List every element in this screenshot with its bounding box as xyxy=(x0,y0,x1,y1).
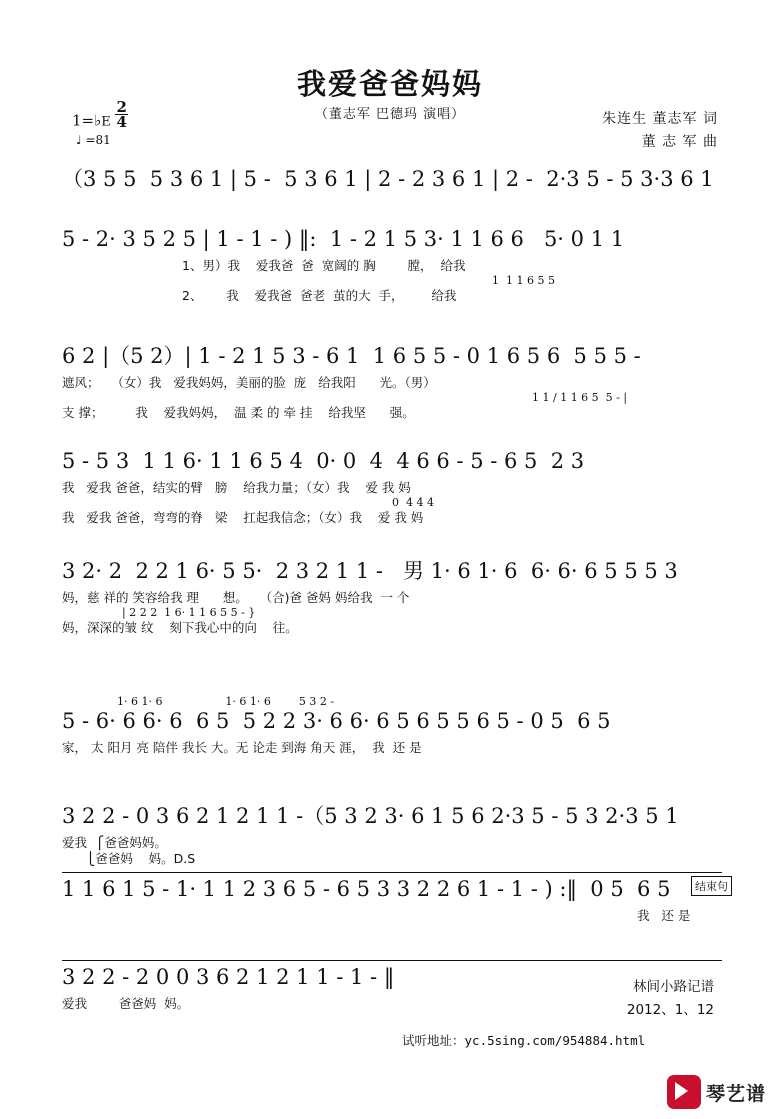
lyrics-line-7-verse2: ⎩爸爸妈 妈。D.S xyxy=(62,851,196,867)
key-label: 1= xyxy=(72,111,95,130)
key-accidental: ♭ xyxy=(94,111,102,130)
notes-line-7: 3 2 2 - 0 3 6 2 1 2 1 1 -（5 3 2 3· 6 1 5 6 2·3 5 - 5 3 2·3 5 1 xyxy=(62,804,679,828)
lyrics-line-2-verse1: 1、男）我 爱我爸 爸 宽阔的 胸 膛， 给我 xyxy=(182,258,466,274)
notes-line-6-octave-marks: 1· 6 1· 6 1· 6 1· 6 5 3 2 - xyxy=(117,695,335,708)
transcription-date: 2012、1、12 xyxy=(626,1002,714,1018)
listen-url-label: 试听地址： xyxy=(402,1033,465,1048)
notes-line-4: 5 - 5 3 1 1 6· 1 1 6 5 4 0· 0 4 4 6 6 - 5 - 6 5 2 3 xyxy=(62,449,585,473)
page-title: 我爱爸爸妈妈 xyxy=(296,67,483,101)
section-divider xyxy=(62,872,722,873)
lyrics-line-5-verse1: 妈，慈 祥的 笑容给我 理 想。 （合)爸 爸妈 妈给我 一 个 xyxy=(62,590,410,606)
lyrics-line-4-verse2: 我 爱我 爸爸，弯弯的脊 梁 扛起我信念；（女）我 爱 我 妈 xyxy=(62,510,424,526)
time-signature xyxy=(115,100,127,130)
play-triangle-icon xyxy=(667,1075,701,1109)
lyrics-line-7-verse1: 爱我 ⎧爸爸妈妈。 xyxy=(62,835,167,851)
music-line-1 xyxy=(62,168,722,190)
lyrics-line-2-verse2: 2、 我 爱我爸 爸老 茧的大 手， 给我 xyxy=(182,288,457,304)
site-logo[interactable] xyxy=(667,1075,766,1109)
lyrics-line-3-verse1: 遮风； （女）我 爱我妈妈，美丽的脸 庞 给我阳 光。（男） xyxy=(62,375,436,391)
lyrics-line-5-verse2: 妈，深深的皱 纹 刻下我心中的向 往。 xyxy=(62,620,298,636)
music-line-2 xyxy=(62,228,722,303)
meter-denominator: 4 xyxy=(116,113,127,132)
ending-phrase-label: 结束句 xyxy=(691,876,732,896)
notes-line-4-sub: 0 4 4 4 xyxy=(392,496,434,510)
listen-url-value: yc.5sing.com/954884.html xyxy=(464,1033,646,1048)
key-letter: E xyxy=(101,114,111,130)
key-signature xyxy=(72,100,128,130)
notes-line-9: 3 2 2 - 2 0 0 3 6 2 1 2 1 1 - 1 - ‖ xyxy=(62,965,395,989)
site-logo-text: 琴艺谱 xyxy=(705,1082,766,1105)
music-line-6 xyxy=(62,695,722,755)
notes-line-1: （3 5 5 5 3 6 1 | 5 - 5 3 6 1 | 2 - 2 3 6 1 | 2 - 2·3 5 - 5 3·3 6 1 xyxy=(62,167,714,191)
music-line-8 xyxy=(62,878,722,923)
music-line-7 xyxy=(62,805,722,866)
lyrics-line-3-verse2: 支 撑； 我 爱我妈妈， 温 柔 的 牵 挂 给我坚 强。 xyxy=(62,405,415,421)
notes-line-6: 5 - 6· 6 6· 6 6 5 5 2 2 3· 6 6· 6 5 6 5 5 6 5 - 0 5 6 5 xyxy=(62,709,611,733)
notes-line-3: 6 2 |（5 2）| 1 - 2 1 5 3 - 6 1 1 6 5 5 - 0 1 6 5 6 5 5 5 - xyxy=(62,344,641,368)
notes-line-2: 5 - 2· 3 5 2 5 | 1 - 1 - ) ‖: 1 - 2 1 5 3· 1 1 6 6 5· 0 1 1 xyxy=(62,227,625,251)
listen-url[interactable] xyxy=(402,1031,645,1049)
transcriber-credit: 林间小路记谱 xyxy=(633,979,714,995)
notes-line-5: 3 2· 2 2 2 1 6· 5 5· 2 3 2 1 1 - 男 1· 6 1· 6 6· 6· 6 5 5 5 3 xyxy=(62,559,678,583)
notes-line-3-sub: 1 1 / 1 1 6 5 5 - | xyxy=(532,391,628,405)
lyrics-line-8: 我 还 是 xyxy=(637,908,691,924)
lyrics-line-9: 爱我 爸爸妈 妈。 xyxy=(62,996,190,1012)
notes-line-2-sub: 1 1 1 6 5 5 xyxy=(492,274,555,288)
music-line-4 xyxy=(62,450,722,525)
performers-subtitle: （董志军 巴德玛 演唱） xyxy=(314,107,466,122)
tempo-marking: ♩ =81 xyxy=(76,133,111,147)
lyrics-line-4-verse1: 我 爱我 爸爸，结实的臂 膀 给我力量；（女）我 爱 我 妈 xyxy=(62,480,411,496)
music-line-9 xyxy=(62,966,722,1011)
notes-line-8: 1 1 6 1 5 - 1· 1 1 2 3 6 5 - 6 5 3 3 2 2 6 1 - 1 - ) :‖ 0 5 6 5 xyxy=(62,877,671,901)
section-divider-2 xyxy=(62,960,722,961)
notes-line-5-sub: | 2 2 2 1 6· 1 1 6 5 5 - } xyxy=(122,606,256,620)
composer-credit: 董 志 军 曲 xyxy=(641,134,718,150)
music-line-5 xyxy=(62,560,722,635)
lyrics-line-6: 家， 太 阳月 亮 陪伴 我长 大。无 论走 到海 角天 涯， 我 还 是 xyxy=(62,740,422,756)
music-line-3 xyxy=(62,345,722,420)
lyricist-credit: 朱连生 董志军 词 xyxy=(602,111,718,127)
meter-numerator: 2 xyxy=(116,98,127,116)
